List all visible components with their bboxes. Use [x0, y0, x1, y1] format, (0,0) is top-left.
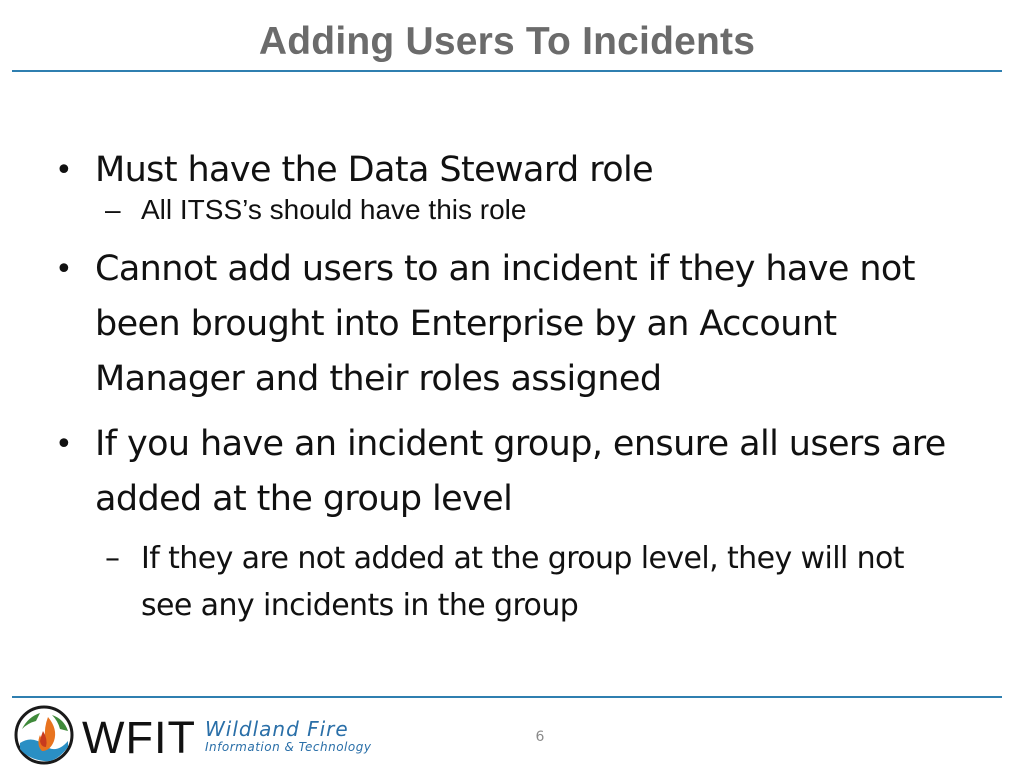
- sub-bullet-glyph: –: [105, 194, 121, 225]
- sub-bullet-text: All ITSS’s should have this role: [141, 194, 527, 225]
- sub-bullet-item: [55, 535, 955, 629]
- brand-line-1: Wildland Fire: [205, 717, 349, 741]
- sub-bullet-text: If they are not added at the group level, they will not see any incidents in the group: [141, 541, 904, 623]
- page-number: 6: [535, 729, 545, 745]
- sub-bullet-item: [55, 186, 955, 234]
- bullet-glyph: •: [55, 153, 73, 188]
- sub-bullet-glyph: –: [105, 541, 120, 576]
- footer-divider: [12, 696, 1002, 698]
- slide-content: [55, 143, 955, 629]
- slide-title: Adding Users To Incidents: [258, 20, 756, 63]
- bullet-text: Must have the Data Steward role: [95, 150, 654, 190]
- bullet-text: If you have an incident group, ensure all users are added at the group level: [95, 424, 946, 519]
- bullet-item: [55, 417, 955, 527]
- bullet-item: [55, 242, 955, 407]
- bullet-glyph: •: [55, 252, 73, 287]
- bullet-text: Cannot add users to an incident if they have not been brought into Enterprise by an Account Manager and their roles assigned: [95, 249, 915, 399]
- brand-line-2: Information & Technology: [205, 740, 372, 754]
- wfit-wordmark: WFIT: [82, 712, 196, 763]
- brand-text: [205, 718, 371, 754]
- wfit-fire-globe-icon: [14, 705, 74, 765]
- title-divider: [12, 70, 1002, 72]
- bullet-glyph: •: [55, 427, 73, 462]
